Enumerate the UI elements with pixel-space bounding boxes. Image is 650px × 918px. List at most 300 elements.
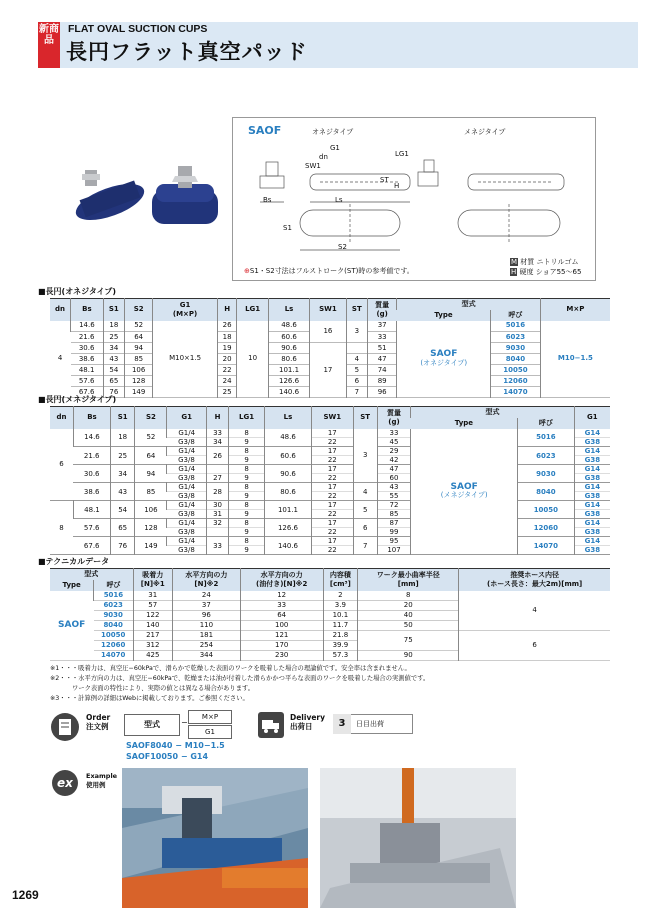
table-cell: 94	[125, 343, 153, 354]
table-row	[50, 591, 610, 601]
delivery-icon	[258, 712, 284, 738]
table-cell	[346, 343, 367, 354]
column-header: 内容積 [cm³]	[323, 569, 358, 591]
table-cell: 22	[311, 546, 353, 555]
table-cell: 94	[135, 465, 167, 483]
note-2: ※2・・・水平方向の力は、真空圧−60kPaで、乾燥または油が付着した滑らかかつ平らな表面のワークを吸着した場合の実測値です。	[50, 675, 430, 682]
example-label: Example 使用例	[86, 772, 118, 789]
table-cell: 76	[110, 537, 134, 555]
column-header: ワーク最小曲率半径 [mm]	[358, 569, 459, 591]
table-cell: 80.6	[265, 483, 312, 501]
table-cell: G3/8	[178, 456, 195, 464]
table-cell: 27	[206, 474, 228, 483]
column-header: ST	[353, 407, 377, 429]
table-cell: 19	[217, 343, 236, 354]
table-cell: 96	[172, 610, 240, 620]
page-number: 1269	[12, 888, 39, 902]
column-header: H	[206, 407, 228, 429]
table-row	[50, 630, 610, 640]
column-subheader: Type	[397, 310, 491, 321]
table-cell: 4	[57, 354, 63, 363]
column-header: SW1	[310, 299, 347, 321]
table-cell: 17	[311, 429, 353, 438]
table-cell: G38	[574, 546, 610, 555]
column-header: S2	[125, 299, 153, 321]
table-cell: G14	[574, 519, 610, 528]
table-cell: 96	[367, 387, 396, 398]
table-cell: 30.6	[83, 469, 100, 478]
table-cell: 75	[358, 630, 459, 650]
table-cell: 17	[310, 343, 347, 398]
table-cell: 122	[133, 610, 172, 620]
table-cell: G3/8	[178, 510, 195, 518]
table-cell: 110	[172, 620, 240, 630]
table-cell: 38.6	[83, 487, 100, 496]
table-cell: 6	[353, 519, 377, 537]
table-cell: 25	[110, 447, 134, 465]
column-header: 質量 (g)	[367, 299, 396, 321]
table-cell: 3	[353, 429, 377, 483]
table-cell: 52	[125, 321, 153, 332]
table-cell: 126.6	[268, 376, 309, 387]
table-cell: 128	[135, 519, 167, 537]
dim-st: ST	[380, 176, 389, 184]
table-cell: G1/4	[167, 537, 207, 546]
table-cell: 11.7	[323, 620, 358, 630]
table-cell: 85	[377, 510, 410, 519]
table-cell: G3/8	[178, 546, 195, 554]
order-mxp-box: M×P	[188, 710, 232, 724]
dim-dn: dn	[319, 153, 328, 161]
note-2b: ワーク表面の特性により、実際の値とは異なる場合があります。	[72, 685, 255, 692]
table-cell: 65	[103, 376, 124, 387]
size-cell: 10050	[518, 501, 575, 519]
table-cell: 18	[110, 429, 134, 447]
table-cell: 51	[367, 343, 396, 354]
table-cell: 140.6	[265, 537, 312, 555]
table-cell: G1/4	[167, 429, 207, 438]
column-header: G1	[167, 407, 207, 429]
table-cell: 3.9	[323, 600, 358, 610]
table-cell: 170	[240, 640, 323, 650]
table-header-row	[50, 569, 610, 580]
table-cell: 48.6	[265, 429, 312, 447]
size-cell: 6023	[491, 332, 541, 343]
table-cell: 33	[240, 600, 323, 610]
table-cell: 17	[311, 537, 353, 546]
suction-cup-left	[71, 170, 148, 227]
page-title: 長円フラット真空パッド	[66, 40, 308, 64]
table-cell: 16	[310, 321, 347, 343]
drawing-lines	[240, 132, 590, 264]
table-cell: G1/4	[167, 519, 207, 528]
table-cell: 29	[377, 447, 410, 456]
table-cell: 20	[217, 354, 236, 365]
table-cell: 6	[459, 630, 610, 660]
table-cell: 64	[240, 610, 323, 620]
table-cell: G38	[574, 438, 610, 447]
table-cell: 8	[229, 483, 265, 492]
table-cell: G14	[574, 501, 610, 510]
female-type-label: オネジタイプ	[312, 128, 354, 136]
table-cell	[206, 528, 228, 537]
table-cell: 64	[135, 447, 167, 465]
dim-g1: G1	[330, 144, 340, 152]
table-cell: 9	[229, 546, 265, 555]
title-en: FLAT OVAL SUCTION CUPS	[68, 23, 208, 35]
table-cell: 25	[103, 332, 124, 343]
column-header: G1 (M×P)	[153, 299, 218, 321]
table-cell: 17	[311, 465, 353, 474]
table-cell: 8	[358, 591, 459, 601]
dim-s2: S2	[338, 243, 347, 251]
table-cell: 72	[377, 501, 410, 510]
table-cell: 9	[229, 456, 265, 465]
table-cell: 107	[377, 546, 410, 555]
t2-title: ■長円(メネジタイプ)	[38, 395, 117, 404]
table-cell: 21.6	[83, 451, 100, 460]
table-cell: 8	[229, 501, 265, 510]
column-header: 水平方向の力 [N]※2	[172, 569, 240, 591]
table-cell: 48.1	[78, 365, 95, 374]
delivery-label: Delivery 出荷日	[290, 713, 326, 731]
table-technical-data	[50, 568, 610, 661]
table-male-type	[50, 406, 610, 555]
table-cell: 37	[367, 321, 396, 332]
table-cell: 106	[125, 365, 153, 376]
column-header: dn	[50, 299, 71, 321]
table-header-row	[50, 407, 610, 418]
table-cell: 30	[206, 501, 228, 510]
column-subheader: 呼び	[491, 310, 541, 321]
table-cell: 14.6	[71, 321, 104, 332]
table-cell: G38	[574, 456, 610, 465]
table-cell: 7	[346, 387, 367, 398]
table-cell: 17	[311, 501, 353, 510]
table-cell: G1/4	[167, 483, 207, 492]
table-cell: 8	[59, 523, 64, 532]
table-cell: 39.9	[323, 640, 358, 650]
table-female-type	[50, 298, 610, 398]
table-cell: 48.1	[73, 501, 110, 519]
table-cell: G38	[574, 492, 610, 501]
dim-sw1: SW1	[305, 162, 321, 170]
table-cell: 34	[110, 465, 134, 483]
table-cell: 67.6	[83, 541, 100, 550]
new-product-badge: 新商品	[38, 22, 60, 68]
column-header: H	[217, 299, 236, 321]
table-cell: 14.6	[73, 429, 110, 447]
table-cell: G3/8	[178, 528, 195, 536]
table-cell: 8	[229, 537, 265, 546]
table-cell: G1/4	[167, 447, 207, 456]
table-cell: 26	[217, 321, 236, 332]
table-cell: 22	[311, 456, 353, 465]
table-cell: 90	[358, 650, 459, 660]
order-label: Order 注文例	[86, 713, 111, 731]
delivery-days: 3	[333, 714, 351, 734]
table-cell: 57.6	[78, 376, 95, 385]
order-icon	[50, 712, 80, 742]
table-cell: 90.6	[265, 465, 312, 483]
table-cell: 22	[311, 438, 353, 447]
order-example-2: SAOF10050 − G14	[126, 752, 209, 761]
size-cell: 5016	[94, 591, 133, 601]
column-header: 推奨ホース内径 (ホース長さ：最大2m)[mm]	[459, 569, 610, 591]
column-header: SW1	[311, 407, 353, 429]
table-cell: 106	[135, 501, 167, 519]
male-type-label: メネジタイプ	[464, 128, 506, 136]
table-cell: 121	[240, 630, 323, 640]
column-header: ST	[346, 299, 367, 321]
table-cell: 181	[172, 630, 240, 640]
product-photo	[60, 150, 230, 240]
table-row	[50, 465, 610, 474]
table-cell: 43	[103, 354, 124, 365]
table-cell: 60.6	[265, 447, 312, 465]
series-label: SAOF	[248, 124, 282, 137]
column-header: LG1	[237, 299, 269, 321]
table-cell: 40	[358, 610, 459, 620]
table-cell: 4	[346, 354, 367, 365]
dim-lg1: LG1	[395, 150, 409, 158]
table-cell: 101.1	[268, 365, 309, 376]
table-cell: 6	[59, 460, 64, 469]
table-cell: 33	[206, 429, 228, 438]
table-cell: 37	[172, 600, 240, 610]
table-cell: 18	[217, 332, 236, 343]
table-cell	[206, 465, 228, 474]
table-cell: 33	[367, 332, 396, 343]
table-cell: 76	[103, 387, 124, 398]
table-cell: 22	[311, 492, 353, 501]
example-photo-2	[320, 768, 516, 908]
table-cell: 3	[346, 321, 367, 343]
table-cell: 95	[377, 537, 410, 546]
size-cell: 14070	[491, 387, 541, 398]
table-row	[50, 519, 610, 528]
table-cell: G38	[574, 528, 610, 537]
table-cell: 9	[229, 492, 265, 501]
size-cell: 12060	[101, 640, 126, 649]
table-header-row	[50, 299, 610, 310]
table-cell: 31	[133, 591, 172, 601]
table-cell: 30.6	[78, 343, 95, 352]
table-cell: 5	[346, 365, 367, 376]
table-cell: 48.6	[268, 321, 309, 332]
table-cell: G1/4	[167, 501, 207, 510]
order-dash: −	[181, 718, 188, 727]
table-row	[50, 429, 610, 438]
table-cell: 254	[172, 640, 240, 650]
dim-ls: Ls	[335, 196, 343, 204]
size-cell: 10050	[101, 630, 126, 639]
table-row	[50, 447, 610, 456]
table-cell: 100	[240, 620, 323, 630]
type-cell: SAOF (メネジタイプ)	[411, 429, 518, 555]
table-cell: 8	[229, 465, 265, 474]
table-cell: G38	[574, 474, 610, 483]
material-note: M 材質 ニトリルゴム	[511, 258, 579, 266]
table-cell: 22	[311, 474, 353, 483]
table-cell: G3/8	[178, 492, 195, 500]
table-cell: 312	[133, 640, 172, 650]
size-cell: 8040	[491, 354, 541, 365]
column-header: 水平方向の力 (油付き)[N]※2	[240, 569, 323, 591]
table-cell: 33	[206, 537, 228, 555]
table-cell: 85	[125, 354, 153, 365]
table-cell: 43	[377, 483, 410, 492]
table-cell: 85	[135, 483, 167, 501]
table-cell: G3/8	[178, 438, 195, 446]
table-cell: 17	[311, 483, 353, 492]
table-cell: 54	[110, 501, 134, 519]
size-cell: 9030	[491, 343, 541, 354]
table-cell: 140.6	[268, 387, 309, 398]
table-cell: 9	[229, 510, 265, 519]
column-header: S1	[103, 299, 124, 321]
table-cell: 24	[217, 376, 236, 387]
size-cell: 14070	[101, 650, 126, 659]
size-cell: 8040	[103, 620, 123, 629]
note-3: ※3・・・計算例の詳細はWebに掲載しております。ご参照ください。	[50, 695, 249, 702]
column-header: LG1	[229, 407, 265, 429]
suction-cup-right	[152, 166, 218, 224]
table-cell: 8	[229, 447, 265, 456]
table-cell: 34	[206, 438, 228, 447]
column-header: 型式	[411, 407, 574, 418]
table-cell: 4	[459, 591, 610, 631]
column-header: 型式	[50, 569, 133, 580]
table-cell: 38.6	[78, 354, 95, 363]
table-cell: 54	[103, 365, 124, 376]
column-header: M×P	[540, 299, 610, 321]
size-cell: 5016	[518, 429, 575, 447]
dim-h: H	[394, 182, 400, 190]
table-cell: 9	[229, 438, 265, 447]
table-cell: 42	[377, 456, 410, 465]
size-cell: 9030	[518, 465, 575, 483]
table-cell: 47	[377, 465, 410, 474]
table-cell: 10	[237, 321, 269, 398]
table-cell: 89	[367, 376, 396, 387]
table-cell: G14	[574, 537, 610, 546]
column-subheader: 呼び	[518, 418, 575, 429]
delivery-unit: 日目出荷	[356, 720, 384, 728]
dim-bs: Bs	[263, 196, 272, 204]
size-cell: 14070	[518, 537, 575, 555]
size-cell: 12060	[518, 519, 575, 537]
table-cell: 8	[229, 519, 265, 528]
table-cell: 10.1	[323, 610, 358, 620]
table-cell: 4	[353, 483, 377, 501]
table-cell: 74	[367, 365, 396, 376]
column-header: Ls	[268, 299, 309, 321]
size-cell: 12060	[491, 376, 541, 387]
table-cell: 20	[358, 600, 459, 610]
table-cell: G1/4	[167, 465, 207, 474]
table-cell: 60	[377, 474, 410, 483]
table-cell: G14	[574, 429, 610, 438]
table-cell: 9	[229, 474, 265, 483]
table-row	[50, 321, 610, 332]
note-1: ※1・・・吸着力は、真空圧−60kPaで、滑らかで乾燥した表面のワークを吸着した場合の理論値です。安全率は含まれません。	[50, 665, 411, 672]
table-cell: 99	[377, 528, 410, 537]
size-cell: 6023	[103, 600, 123, 609]
order-g1-box: G1	[188, 725, 232, 739]
table-cell: 60.6	[268, 332, 309, 343]
table-cell: 67.6	[78, 387, 95, 396]
column-header: G1	[574, 407, 610, 429]
table-cell: 28	[206, 483, 228, 501]
size-cell: 5016	[491, 321, 541, 332]
table-cell: M10×1.5	[153, 321, 218, 398]
table-cell: 57.6	[83, 523, 100, 532]
column-header: 質量 (g)	[377, 407, 410, 429]
table-cell: 21.8	[323, 630, 358, 640]
t1-title: ■長円(オネジタイプ)	[38, 287, 117, 296]
column-header: 型式	[397, 299, 540, 310]
table-cell: 18	[103, 321, 124, 332]
table-cell: 9	[229, 528, 265, 537]
table-row	[50, 501, 610, 510]
size-cell: 9030	[103, 610, 123, 619]
t3-title: ■テクニカルデータ	[38, 557, 110, 566]
size-cell: 6023	[518, 447, 575, 465]
column-header: Bs	[71, 299, 104, 321]
table-cell: 344	[172, 650, 240, 660]
table-cell: 101.1	[265, 501, 312, 519]
column-subheader: 呼び	[94, 580, 133, 591]
order-type-box: 型式	[124, 714, 180, 736]
table-cell: G14	[574, 483, 610, 492]
table-cell: G3/8	[178, 474, 195, 482]
stroke-note: ⊕S1・S2寸法はフルストローク(ST)時の参考値です。	[244, 267, 414, 275]
table-cell: 32	[206, 519, 228, 528]
table-cell: 8	[229, 429, 265, 438]
table-cell: 17	[311, 519, 353, 528]
column-subheader: Type	[50, 580, 94, 591]
table-cell: 217	[133, 630, 172, 640]
column-header: 吸着力 [N]※1	[133, 569, 172, 591]
table-cell: 65	[110, 519, 134, 537]
table-cell: 22	[217, 365, 236, 376]
table-cell: 90.6	[268, 343, 309, 354]
hardness-note: H 硬度 ショア55～65	[511, 268, 582, 276]
table-cell: G38	[574, 510, 610, 519]
table-cell: 7	[353, 537, 377, 555]
table-cell: 47	[367, 354, 396, 365]
table-cell: G14	[574, 447, 610, 456]
table-cell: 55	[377, 492, 410, 501]
table-cell: 45	[377, 438, 410, 447]
table-cell: 26	[206, 447, 228, 465]
table-cell: 57.3	[323, 650, 358, 660]
table-row	[50, 537, 610, 546]
table-cell: SAOF	[58, 619, 86, 630]
table-cell: 34	[103, 343, 124, 354]
table-cell: 149	[135, 537, 167, 555]
table-cell: 57	[133, 600, 172, 610]
table-cell: 126.6	[265, 519, 312, 537]
table-cell: 128	[125, 376, 153, 387]
table-cell: 50	[358, 620, 459, 630]
type-cell: SAOF (オネジタイプ)	[397, 321, 491, 398]
table-cell: 140	[133, 620, 172, 630]
example-photo-1	[122, 768, 308, 908]
column-header: S1	[110, 407, 134, 429]
table-cell: 87	[377, 519, 410, 528]
